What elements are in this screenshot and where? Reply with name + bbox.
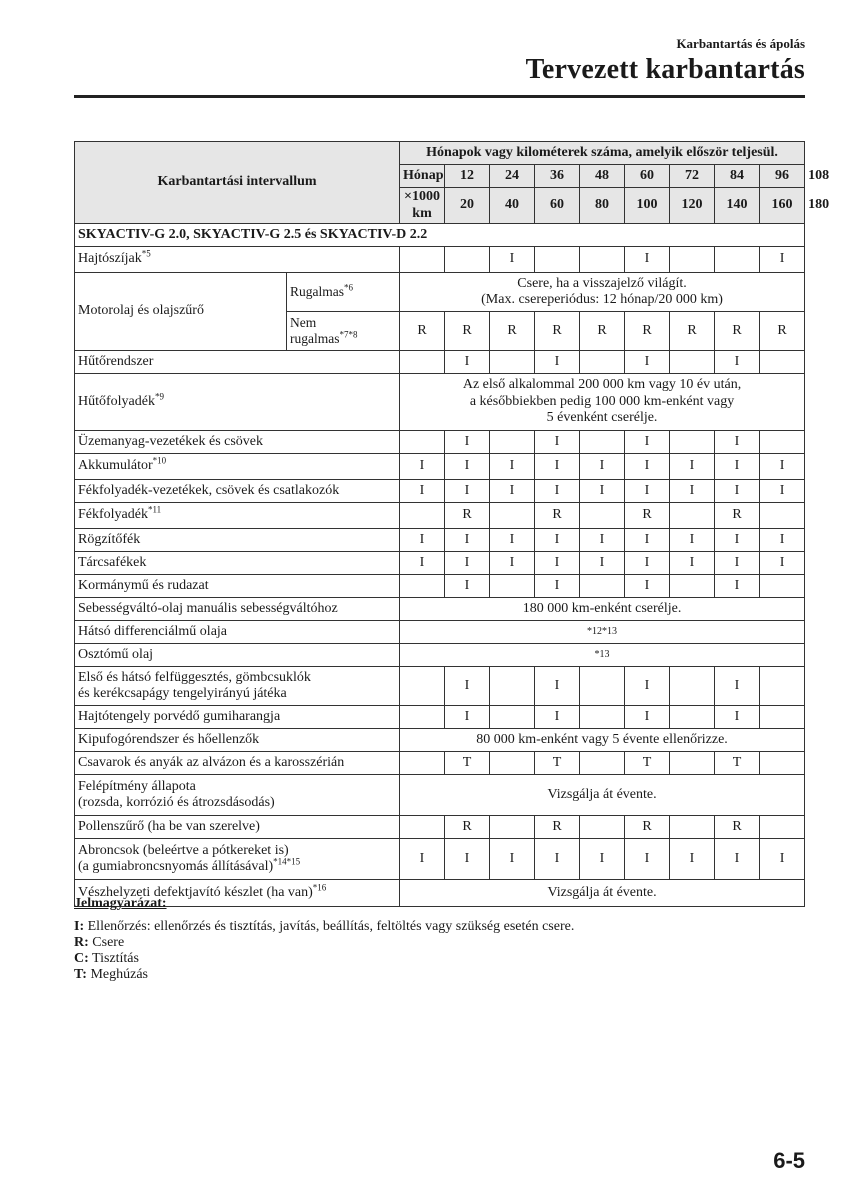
schedule-cell: I <box>400 480 445 503</box>
item-label: Első és hátsó felfüggesztés, gömbcsuklók és kerékcsapágy tengelyirányú játéka <box>75 667 400 706</box>
schedule-cell <box>670 503 715 529</box>
item-label: Kipufogórendszer és hőellenzők <box>75 729 400 752</box>
legend <box>74 896 574 983</box>
schedule-cell <box>580 351 625 374</box>
schedule-cell <box>760 706 805 729</box>
schedule-cell: I <box>715 529 760 552</box>
month-label: Hónap <box>400 165 445 188</box>
schedule-cell: I <box>580 839 625 880</box>
table-row <box>75 667 805 706</box>
item-label: Hátsó differenciálmű olaja <box>75 621 400 644</box>
schedule-cell: I <box>490 552 535 575</box>
schedule-cell: R <box>625 816 670 839</box>
item-label: Hűtőrendszer <box>75 351 400 374</box>
item-label: Vészhelyzeti defektjavító készlet (ha van)$^{*16}$ <box>75 880 400 907</box>
schedule-cell: R <box>535 503 580 529</box>
header-row-months-title <box>75 142 805 165</box>
schedule-cell <box>400 247 445 273</box>
schedule-cell <box>490 752 535 775</box>
schedule-cell <box>490 503 535 529</box>
month-cell: 12 <box>445 165 490 188</box>
km-cell: 60 <box>535 188 580 224</box>
span-note: 80 000 km-enként vagy 5 évente ellenőrizze. <box>400 729 805 752</box>
item-label: Abroncsok (beleértve a pótkereket is) (a gumiabroncsnyomás állításával)$^{*14*15}$ <box>75 839 400 880</box>
schedule-cell: I <box>400 454 445 480</box>
schedule-cell <box>580 706 625 729</box>
table-row <box>75 480 805 503</box>
schedule-cell <box>400 816 445 839</box>
maintenance-schedule-table <box>74 141 830 907</box>
schedule-cell: R <box>535 312 580 351</box>
schedule-cell: I <box>715 667 760 706</box>
km-cell: 20 <box>445 188 490 224</box>
item-label: Hajtótengely porvédő gumiharangja <box>75 706 400 729</box>
schedule-cell: I <box>580 454 625 480</box>
legend-item: T: Meghúzás <box>74 967 149 982</box>
km-cell: 160 <box>760 188 805 224</box>
schedule-cell: I <box>625 351 670 374</box>
item-label: Akkumulátor$^{*10}$ <box>75 454 400 480</box>
schedule-cell: I <box>625 706 670 729</box>
item-label: Hűtőfolyadék$^{*9}$ <box>75 374 400 431</box>
table-row <box>75 816 805 839</box>
schedule-cell: I <box>535 839 580 880</box>
footnote-ref: *13 <box>400 644 805 667</box>
schedule-cell: I <box>625 529 670 552</box>
schedule-cell: I <box>715 575 760 598</box>
table-row <box>75 775 805 816</box>
schedule-cell <box>400 667 445 706</box>
schedule-cell: R <box>715 312 760 351</box>
schedule-cell: I <box>535 552 580 575</box>
month-cell: 36 <box>535 165 580 188</box>
section-label: Karbantartás és ápolás <box>676 36 805 51</box>
schedule-cell: I <box>490 454 535 480</box>
schedule-cell: I <box>625 839 670 880</box>
schedule-cell <box>490 431 535 454</box>
schedule-cell <box>490 667 535 706</box>
schedule-cell <box>670 351 715 374</box>
span-note: 180 000 km-enként cserélje. <box>400 598 805 621</box>
schedule-cell: I <box>715 706 760 729</box>
span-note: Vizsgálja át évente. <box>400 880 805 907</box>
item-label: Fékfolyadék$^{*11}$ <box>75 503 400 529</box>
schedule-cell: I <box>760 480 805 503</box>
schedule-cell: I <box>715 552 760 575</box>
schedule-cell <box>760 431 805 454</box>
schedule-cell: T <box>715 752 760 775</box>
page-title: Tervezett karbantartás <box>525 54 805 85</box>
schedule-cell: I <box>535 431 580 454</box>
schedule-cell <box>400 706 445 729</box>
header-row-months: Hónap 12 24 36 48 60 72 84 96 108 <box>75 165 805 188</box>
schedule-cell <box>490 351 535 374</box>
schedule-cell: T <box>445 752 490 775</box>
oil-flexible-note: Csere, ha a visszajelző világít. (Max. csereperiódus: 12 hónap/20 000 km) <box>400 273 805 312</box>
schedule-cell: I <box>625 454 670 480</box>
schedule-cell <box>490 706 535 729</box>
schedule-cell: I <box>445 454 490 480</box>
schedule-cell: I <box>445 529 490 552</box>
schedule-cell: I <box>490 529 535 552</box>
schedule-cell: I <box>490 480 535 503</box>
schedule-cell: I <box>535 454 580 480</box>
schedule-cell <box>445 247 490 273</box>
schedule-cell: I <box>535 480 580 503</box>
schedule-cell: R <box>715 503 760 529</box>
schedule-cell: R <box>490 312 535 351</box>
schedule-cell <box>580 752 625 775</box>
engine-group-title: SKYACTIV-G 2.0, SKYACTIV-G 2.5 és SKYACTIV-D 2.2 <box>75 224 805 247</box>
schedule-cell: I <box>625 431 670 454</box>
table-row <box>75 503 805 529</box>
schedule-cell: I <box>625 247 670 273</box>
schedule-cell: R <box>445 503 490 529</box>
month-cell: 72 <box>670 165 715 188</box>
schedule-cell <box>760 667 805 706</box>
schedule-cell: I <box>715 839 760 880</box>
schedule-cell: I <box>580 529 625 552</box>
item-label: Motorolaj és olajszűrő <box>75 273 287 351</box>
item-label: Fékfolyadék-vezetékek, csövek és csatlakozók <box>75 480 400 503</box>
schedule-cell: R <box>760 312 805 351</box>
table-row <box>75 621 805 644</box>
km-cell: 80 <box>580 188 625 224</box>
table-row <box>75 729 805 752</box>
km-cell: 40 <box>490 188 535 224</box>
table-row <box>75 431 805 454</box>
schedule-cell: I <box>625 480 670 503</box>
legend-item: I: Ellenőrzés: ellenőrzés és tisztítás, javítás, beállítás, feltöltés vagy szükség esetén csere. <box>74 919 575 934</box>
schedule-cell <box>400 431 445 454</box>
item-label: Hajtószíjak$^{*5}$ <box>75 247 400 273</box>
schedule-cell <box>535 247 580 273</box>
km-cell: 100 <box>625 188 670 224</box>
schedule-cell <box>580 503 625 529</box>
schedule-cell: I <box>445 706 490 729</box>
schedule-cell <box>670 706 715 729</box>
item-label: Sebességváltó-olaj manuális sebességváltóhoz <box>75 598 400 621</box>
schedule-cell: R <box>445 816 490 839</box>
schedule-cell: R <box>625 312 670 351</box>
schedule-cell: R <box>535 816 580 839</box>
schedule-cell: R <box>580 312 625 351</box>
schedule-cell: I <box>400 839 445 880</box>
km-label: ×1000 km <box>400 188 445 224</box>
item-label: Rögzítőfék <box>75 529 400 552</box>
schedule-cell <box>490 816 535 839</box>
schedule-cell: I <box>580 552 625 575</box>
schedule-cell <box>760 351 805 374</box>
month-cell: 96 <box>760 165 805 188</box>
schedule-cell: I <box>445 552 490 575</box>
schedule-cell: I <box>670 839 715 880</box>
schedule-cell <box>400 575 445 598</box>
month-cell: 84 <box>715 165 760 188</box>
table-row <box>75 351 805 374</box>
schedule-cell: R <box>670 312 715 351</box>
schedule-cell: I <box>760 247 805 273</box>
schedule-cell: I <box>400 529 445 552</box>
schedule-cell: I <box>490 247 535 273</box>
schedule-cell <box>580 247 625 273</box>
table-row <box>75 839 805 880</box>
schedule-cell <box>760 816 805 839</box>
schedule-cell: I <box>445 575 490 598</box>
legend-item: R: Csere <box>74 935 125 950</box>
oil-fixed-label: Nem rugalmas$^{*7*8}$ <box>287 312 400 351</box>
table-row <box>75 706 805 729</box>
table-row <box>75 552 805 575</box>
schedule-cell: R <box>445 312 490 351</box>
schedule-cell: R <box>625 503 670 529</box>
item-label: Kormánymű és rudazat <box>75 575 400 598</box>
schedule-cell <box>580 431 625 454</box>
page-number: 6-5 <box>773 1148 805 1173</box>
schedule-cell: I <box>580 480 625 503</box>
schedule-cell: R <box>715 816 760 839</box>
schedule-cell <box>670 431 715 454</box>
schedule-cell: I <box>670 529 715 552</box>
km-cell: 140 <box>715 188 760 224</box>
schedule-cell: I <box>760 839 805 880</box>
coolant-note: Az első alkalommal 200 000 km vagy 10 év után, a későbbiekben pedig 100 000 km-enként vagy 5 évenként cserélje. <box>400 374 805 431</box>
table-row <box>75 529 805 552</box>
month-cell: 60 <box>625 165 670 188</box>
schedule-cell: I <box>625 575 670 598</box>
months-km-header: Hónapok vagy kilométerek száma, amelyik először teljesül. <box>400 142 805 165</box>
km-cell: 120 <box>670 188 715 224</box>
schedule-cell: I <box>400 552 445 575</box>
schedule-cell <box>580 667 625 706</box>
footnote-ref: *12*13 <box>400 621 805 644</box>
schedule-cell: I <box>445 480 490 503</box>
table-row <box>75 374 805 431</box>
schedule-cell: I <box>670 552 715 575</box>
legend-item: C: Tisztítás <box>74 951 139 966</box>
item-label: Üzemanyag-vezetékek és csövek <box>75 431 400 454</box>
schedule-cell: I <box>625 552 670 575</box>
schedule-cell: I <box>760 552 805 575</box>
schedule-cell: I <box>445 431 490 454</box>
table-row <box>75 247 805 273</box>
schedule-cell: I <box>715 351 760 374</box>
schedule-cell: I <box>715 431 760 454</box>
schedule-cell: I <box>670 454 715 480</box>
schedule-cell <box>400 351 445 374</box>
table-row <box>75 454 805 480</box>
schedule-cell <box>580 575 625 598</box>
schedule-cell <box>400 752 445 775</box>
legend-title: Jelmagyarázat: <box>74 896 167 911</box>
item-label: Felépítmény állapota (rozsda, korrózió és átrozsdásodás) <box>75 775 400 816</box>
schedule-cell: I <box>715 480 760 503</box>
engine-group-row <box>75 224 805 247</box>
schedule-cell: T <box>625 752 670 775</box>
title-divider <box>74 95 805 98</box>
schedule-cell <box>490 575 535 598</box>
table-row <box>75 752 805 775</box>
schedule-cell: R <box>400 312 445 351</box>
table-row <box>75 273 805 312</box>
span-note: Vizsgálja át évente. <box>400 775 805 816</box>
schedule-cell <box>670 816 715 839</box>
header-row-km: ×1000 km 20 40 60 80 100 120 140 160 180 <box>75 188 805 224</box>
schedule-cell: I <box>535 529 580 552</box>
table-row <box>75 644 805 667</box>
item-label: Csavarok és anyák az alvázon és a karosszérián <box>75 752 400 775</box>
item-label: Pollenszűrő (ha be van szerelve) <box>75 816 400 839</box>
schedule-cell: I <box>535 351 580 374</box>
schedule-cell <box>400 503 445 529</box>
schedule-cell: I <box>445 667 490 706</box>
item-label: Osztómű olaj <box>75 644 400 667</box>
schedule-cell <box>760 752 805 775</box>
schedule-cell: I <box>625 667 670 706</box>
schedule-cell <box>670 752 715 775</box>
schedule-cell: I <box>535 667 580 706</box>
schedule-cell: I <box>535 706 580 729</box>
schedule-cell: I <box>535 575 580 598</box>
schedule-cell <box>760 575 805 598</box>
schedule-cell <box>670 667 715 706</box>
month-cell: 24 <box>490 165 535 188</box>
schedule-cell <box>760 503 805 529</box>
interval-header: Karbantartási intervallum <box>75 142 400 224</box>
schedule-cell: I <box>760 529 805 552</box>
schedule-cell: I <box>445 839 490 880</box>
schedule-cell: I <box>670 480 715 503</box>
schedule-cell <box>670 575 715 598</box>
table-row <box>75 598 805 621</box>
oil-flexible-label: Rugalmas$^{*6}$ <box>287 273 400 312</box>
schedule-cell <box>580 816 625 839</box>
item-label: Tárcsafékek <box>75 552 400 575</box>
schedule-cell: T <box>535 752 580 775</box>
schedule-cell: I <box>760 454 805 480</box>
schedule-cell <box>715 247 760 273</box>
schedule-cell: I <box>715 454 760 480</box>
schedule-cell: I <box>490 839 535 880</box>
schedule-cell: I <box>445 351 490 374</box>
month-cell: 48 <box>580 165 625 188</box>
table-row <box>75 575 805 598</box>
schedule-cell <box>670 247 715 273</box>
